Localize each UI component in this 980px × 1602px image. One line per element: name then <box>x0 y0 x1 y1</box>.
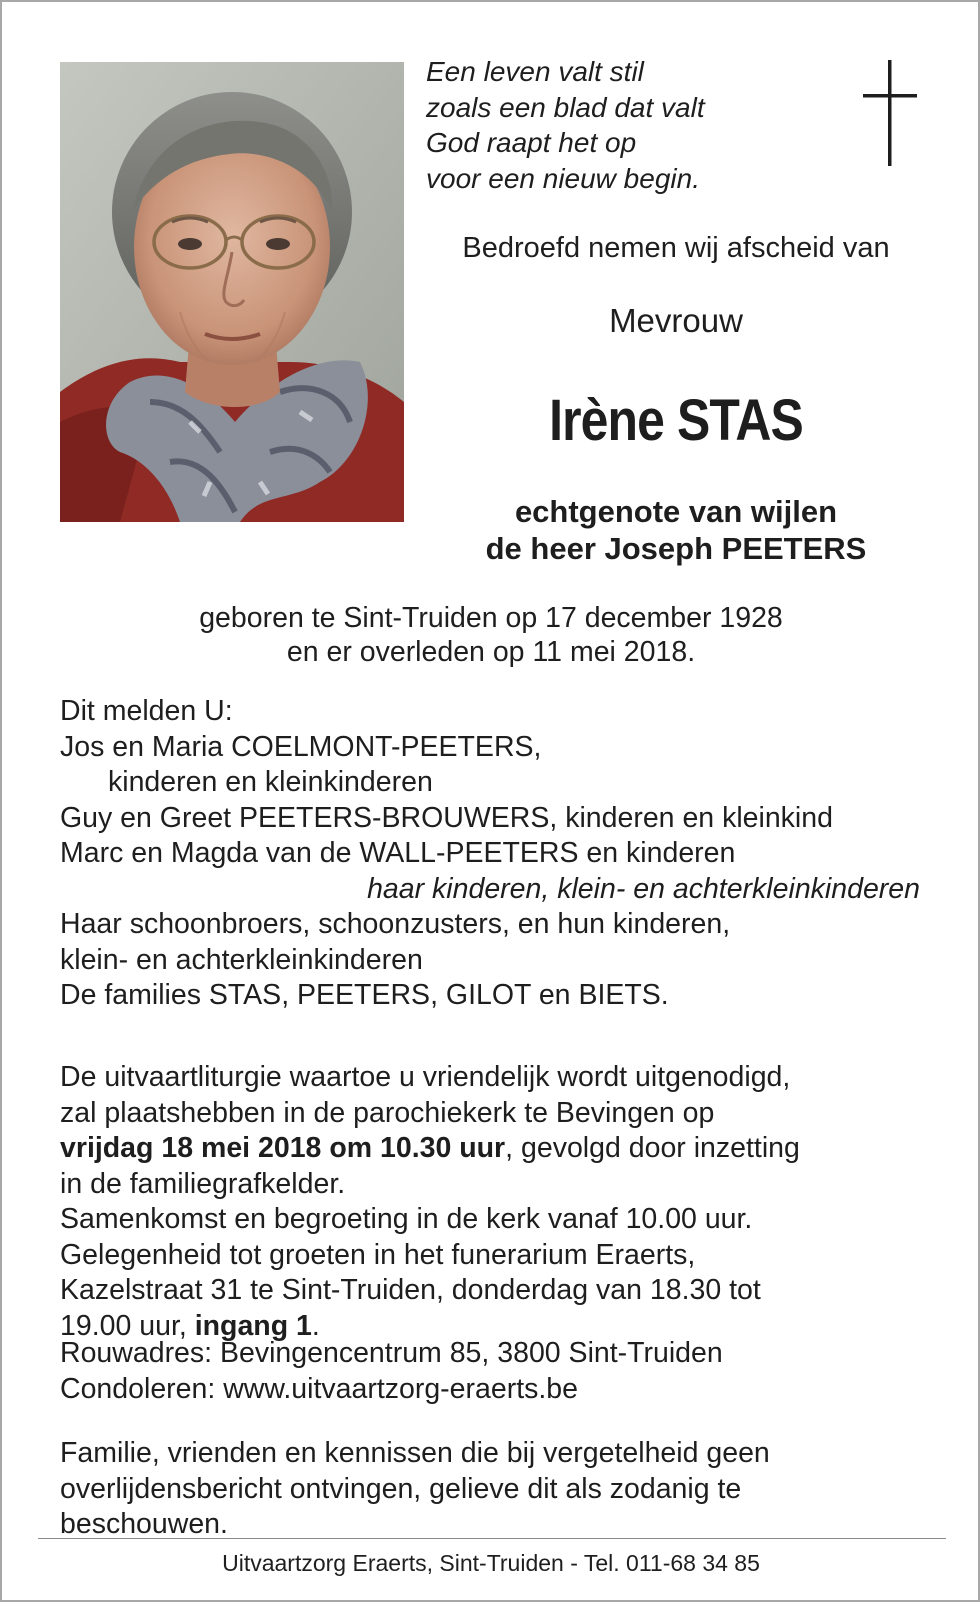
birth-line: geboren te Sint-Truiden op 17 december 1928 <box>199 602 783 634</box>
service-line: zal plaatshebben in de parochiekerk te Bevingen op <box>60 1096 715 1129</box>
honorific: Mevrouw <box>609 302 743 339</box>
spouse-line: de heer Joseph PEETERS <box>485 531 867 566</box>
poem-line: Een leven valt stil <box>426 56 644 87</box>
family-line: haar kinderen, klein- en achterkleinkinderen <box>367 872 920 905</box>
cross-icon <box>860 60 920 166</box>
family-line: klein- en achterkleinkinderen <box>60 943 423 976</box>
poem-line: zoals een blad dat valt <box>426 91 705 123</box>
notice-line: overlijdensbericht ontvingen, gelieve dit als zodanig te <box>60 1472 742 1505</box>
deceased-name: Irène STAS <box>549 388 803 453</box>
portrait-photo <box>60 62 404 522</box>
service-line: Kazelstraat 31 te Sint-Truiden, donderdag van 18.30 tot <box>60 1274 761 1306</box>
family-line: Marc en Magda van de WALL-PEETERS en kinderen <box>60 837 736 869</box>
service-time: 19.00 uur, <box>60 1309 195 1342</box>
service-line: Samenkomst en begroeting in de kerk vanaf 10.00 uur. <box>60 1203 753 1235</box>
spouse-line: echtgenote van wijlen <box>514 494 838 529</box>
service-date: vrijdag 18 mei 2018 om 10.30 uur <box>60 1132 506 1164</box>
birth-death-info <box>2 601 980 669</box>
service-line-end: . <box>311 1309 320 1342</box>
funeral-service-info <box>60 1060 940 1344</box>
family-line: kinderen en kleinkinderen <box>108 766 433 798</box>
address-info <box>60 1336 940 1407</box>
family-line: Jos en Maria COELMONT-PEETERS, <box>60 730 542 763</box>
death-line: en er overleden op 11 mei 2018. <box>286 636 696 668</box>
family-line: De families STAS, PEETERS, GILOT en BIETS. <box>60 979 669 1011</box>
footer-text: Uitvaartzorg Eraerts, Sint-Truiden - Tel. 011-68 34 85 <box>222 1550 760 1576</box>
notice-text <box>60 1436 940 1543</box>
entrance-label: ingang 1 <box>194 1309 312 1342</box>
service-line: Gelegenheid tot groeten in het funerarium Eraerts, <box>60 1238 696 1271</box>
announcement-heading: Dit melden U: <box>60 695 233 727</box>
service-line: in de familiegrafkelder. <box>60 1167 346 1200</box>
family-line: Guy en Greet PEETERS-BROUWERS, kinderen en kleinkind <box>60 801 833 834</box>
footer-divider <box>38 1538 946 1539</box>
notice-line: Familie, vrienden en kennissen die bij vergetelheid geen <box>60 1437 770 1469</box>
family-line: Haar schoonbroers, schoonzusters, en hun kinderen, <box>60 908 731 940</box>
family-announcement <box>60 694 940 1014</box>
poem <box>426 54 806 196</box>
service-line: De uitvaartliturgie waartoe u vriendelijk wordt uitgenodigd, <box>60 1061 791 1093</box>
poem-line: God raapt het op <box>426 127 637 158</box>
poem-line: voor een nieuw begin. <box>426 162 700 194</box>
service-line <box>60 1131 940 1167</box>
service-line-rest: , gevolgd door inzetting <box>505 1132 800 1164</box>
spouse-info <box>406 493 946 567</box>
mourning-address: Rouwadres: Bevingencentrum 85, 3800 Sint-Truiden <box>60 1337 723 1369</box>
condolence-link: Condoleren: www.uitvaartzorg-eraerts.be <box>60 1372 578 1405</box>
notice-line: beschouwen. <box>60 1508 228 1540</box>
intro-text: Bedroefd nemen wij afscheid van <box>462 232 890 264</box>
